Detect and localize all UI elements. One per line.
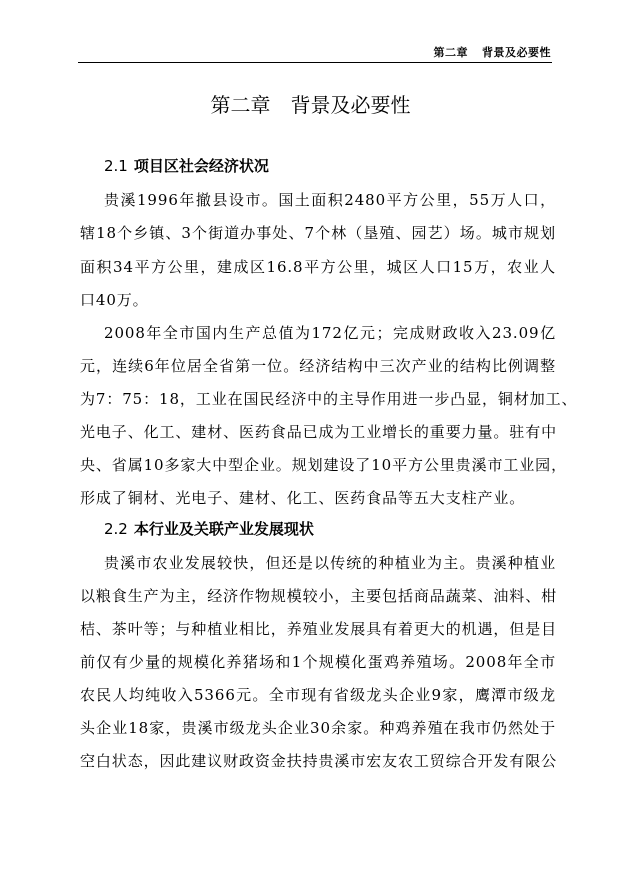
paragraph-line: 形成了铜材、光电子、建材、化工、医药食品等五大支柱产业。 [80, 489, 526, 507]
paragraph-line: 头企业18家，贵溪市级龙头企业30余家。种鸡养殖在我市仍然处于 [80, 719, 556, 737]
paragraph-line: 辖18个乡镇、3个街道办事处、7个林（垦殖、园艺）场。城市规划 [80, 224, 556, 242]
paragraph-line: 央、省属10多家大中型企业。规划建设了10平方公里贵溪市工业园， [80, 456, 567, 474]
paragraph-line: 面积34平方公里，建成区16.8平方公里，城区人口15万，农业人 [80, 258, 556, 276]
paragraph-line: 2008年全市国内生产总值为172亿元；完成财政收入23.09亿 [104, 324, 556, 342]
paragraph-line: 以粮食生产为主，经济作物规模较小，主要包括商品蔬菜、油料、柑 [80, 587, 558, 605]
paragraph-line: 空白状态，因此建议财政资金扶持贵溪市宏友农工贸综合开发有限公 [80, 752, 558, 770]
section-title: 本行业及关联产业发展现状 [133, 520, 314, 538]
section-title: 项目区社会经济状况 [133, 157, 269, 175]
paragraph-line: 为7：75：18，工业在国民经济中的主导作用进一步凸显，铜材加工、 [80, 390, 578, 408]
running-header-chapter: 第二章 [433, 46, 468, 59]
chapter-title-text: 背景及必要性 [290, 93, 411, 117]
paragraph-line: 桔、茶叶等；与种植业相比，养殖业发展具有着更大的机遇，但是目 [80, 620, 558, 638]
section-number: 2.2 [104, 520, 128, 538]
running-header-subject: 背景及必要性 [482, 46, 551, 59]
chapter-title-label: 第二章 [210, 93, 271, 117]
paragraph-line: 农民人均纯收入5366元。全市现有省级龙头企业9家，鹰潭市级龙 [80, 686, 556, 704]
section-heading-2-1 [104, 156, 269, 176]
paragraph-line: 光电子、化工、建材、医药食品已成为工业增长的重要力量。驻有中 [80, 423, 558, 441]
section-heading-2-2 [104, 519, 314, 539]
chapter-title [0, 92, 621, 118]
running-header [434, 44, 552, 60]
paragraph-line: 口40万。 [80, 291, 149, 309]
paragraph-line: 贵溪1996年撤县设市。国土面积2480平方公里，55万人口， [104, 191, 556, 209]
paragraph-line: 贵溪市农业发展较快，但还是以传统的种植业为主。贵溪种植业 [104, 554, 556, 572]
paragraph-line: 前仅有少量的规模化养猪场和1个规模化蛋鸡养殖场。2008年全市 [80, 653, 556, 671]
paragraph-line: 元，连续6年位居全省第一位。经济结构中三次产业的结构比例调整 [80, 357, 556, 375]
section-number: 2.1 [104, 157, 128, 175]
header-rule [78, 62, 552, 63]
